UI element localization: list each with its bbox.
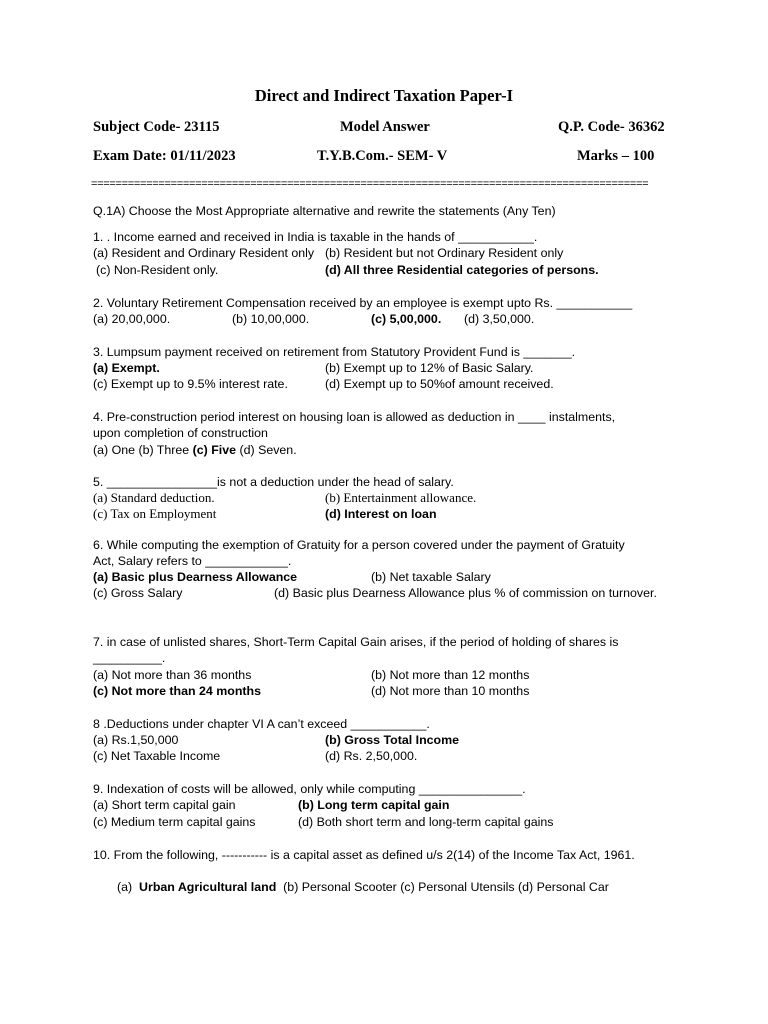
q3-option-b: (b) Exempt up to 12% of Basic Salary. <box>325 361 534 375</box>
q5-option-b: (b) Entertainment allowance. <box>325 490 477 505</box>
q5-option-d-answer: (d) Interest on loan <box>325 507 437 521</box>
q9-option-a: (a) Short term capital gain <box>93 798 236 812</box>
q1-option-c: (c) Non-Resident only. <box>96 263 219 277</box>
qp-code: Q.P. Code- 36362 <box>558 119 665 135</box>
question-5: 5. ________________is not a deduction under the head of salary. <box>93 475 454 489</box>
q5-option-a: (a) Standard deduction. <box>93 490 215 505</box>
q9-option-d: (d) Both short term and long-term capital gains <box>298 815 554 829</box>
q10-options-rest: (b) Personal Scooter (c) Personal Utensils (d) Personal Car <box>283 880 609 894</box>
q2-option-a: (a) 20,00,000. <box>93 312 171 326</box>
exam-date: Exam Date: 01/11/2023 <box>93 148 236 164</box>
question-6-line-2: Act, Salary refers to ____________. <box>93 554 292 568</box>
q3-option-c: (c) Exempt up to 9.5% interest rate. <box>93 377 288 391</box>
q3-option-d: (d) Exempt up to 50%of amount received. <box>325 377 554 391</box>
q10-option-a-prefix: (a) <box>117 880 133 894</box>
q7-option-b: (b) Not more than 12 months <box>371 668 530 682</box>
q1-option-d-answer: (d) All three Residential categories of persons. <box>325 263 599 277</box>
model-answer-label: Model Answer <box>340 119 430 135</box>
q4-option-c-answer: (c) Five <box>192 443 237 457</box>
question-3: 3. Lumpsum payment received on retirement from Statutory Provident Fund is _______. <box>93 345 576 359</box>
q4-options-line <box>93 442 297 458</box>
question-6: 6. While computing the exemption of Gratuity for a person covered under the payment of Gratuity <box>93 538 625 552</box>
q5-option-c: (c) Tax on Employment <box>93 506 217 521</box>
q1-option-b: (b) Resident but not Ordinary Resident only <box>325 246 564 260</box>
q1-option-a: (a) Resident and Ordinary Resident only <box>93 246 315 260</box>
question-1: 1. . Income earned and received in India is taxable in the hands of ___________. <box>93 230 538 244</box>
question-4: 4. Pre-construction period interest on housing loan is allowed as deduction in ____ instalments, <box>93 410 616 424</box>
question-4-line-2: upon completion of construction <box>93 426 268 440</box>
q10-option-a-answer: Urban Agricultural land <box>139 880 277 894</box>
question-9: 9. Indexation of costs will be allowed, only while computing _______________. <box>93 782 526 796</box>
class-semester: T.Y.B.Com.- SEM- V <box>317 148 448 164</box>
separator-line: =========================================================================================== <box>91 178 649 190</box>
q4-option-d: (d) Seven. <box>239 443 297 457</box>
total-marks: Marks – 100 <box>577 148 655 164</box>
question-10: 10. From the following, ----------- is a capital asset as defined u/s 2(14) of the Income Tax Act, 1961. <box>93 848 635 862</box>
q2-option-b: (b) 10,00,000. <box>232 312 310 326</box>
q10-options-line <box>117 879 609 895</box>
q6-option-d: (d) Basic plus Dearness Allowance plus % of commission on turnover. <box>274 586 657 600</box>
question-7-line-2: __________. <box>93 651 166 665</box>
section-instruction: Q.1A) Choose the Most Appropriate alternative and rewrite the statements (Any Ten) <box>93 204 556 218</box>
q7-option-c-answer: (c) Not more than 24 months <box>93 684 261 698</box>
q9-option-c: (c) Medium term capital gains <box>93 815 256 829</box>
q8-option-c: (c) Net Taxable Income <box>93 749 221 763</box>
question-2: 2. Voluntary Retirement Compensation received by an employee is exempt upto Rs. ___________ <box>93 296 633 310</box>
q6-option-b: (b) Net taxable Salary <box>371 570 491 584</box>
question-7: 7. in case of unlisted shares, Short-Term Capital Gain arises, if the period of holding of shares is <box>93 635 619 649</box>
q2-option-d: (d) 3,50,000. <box>464 312 535 326</box>
q6-option-c: (c) Gross Salary <box>93 586 183 600</box>
q7-option-d: (d) Not more than 10 months <box>371 684 530 698</box>
q2-option-c-answer: (c) 5,00,000. <box>371 312 442 326</box>
q6-option-a-answer: (a) Basic plus Dearness Allowance <box>93 570 298 584</box>
q4-option-a-b: (a) One (b) Three <box>93 443 190 457</box>
document-title: Direct and Indirect Taxation Paper-I <box>254 86 514 105</box>
q8-option-d: (d) Rs. 2,50,000. <box>325 749 418 763</box>
q8-option-b-answer: (b) Gross Total Income <box>325 733 460 747</box>
q8-option-a: (a) Rs.1,50,000 <box>93 733 179 747</box>
q3-option-a-answer: (a) Exempt. <box>93 361 160 375</box>
question-8: 8 .Deductions under chapter VI A can’t exceed ___________. <box>93 717 430 731</box>
subject-code: Subject Code- 23115 <box>93 119 220 135</box>
q9-option-b-answer: (b) Long term capital gain <box>298 798 450 812</box>
q7-option-a: (a) Not more than 36 months <box>93 668 252 682</box>
